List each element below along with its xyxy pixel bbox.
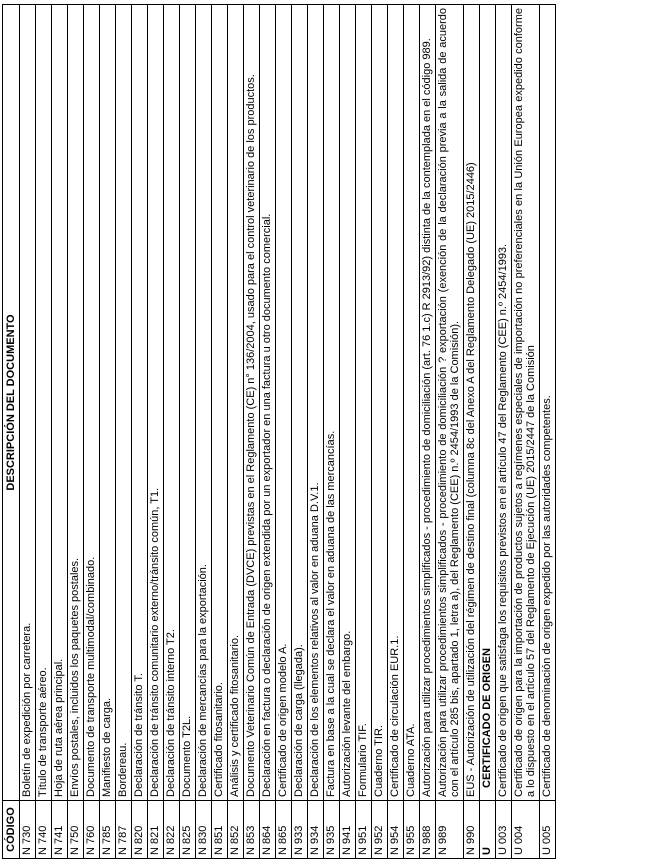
row-description: Declaración de tránsito interno T2.: [164, 5, 180, 801]
table-row: [84, 5, 100, 859]
table-row: [196, 5, 212, 859]
table-row: [180, 5, 196, 859]
row-description: Autorización levante del embargo.: [340, 5, 356, 801]
row-description: Manifiesto de carga.: [100, 5, 116, 801]
table-row: [276, 5, 292, 859]
row-code: N 741: [52, 801, 68, 859]
row-code: N 988: [420, 801, 436, 859]
row-code: N 941: [340, 801, 356, 859]
row-code: U: [480, 801, 496, 859]
table-row: [292, 5, 308, 859]
row-description: Certificado de circulación EUR.1.: [388, 5, 404, 801]
row-description: Declaración de tránsito comunitario externo/tránsito común, T1.: [148, 5, 164, 801]
table-row: [540, 5, 556, 859]
table-row: [244, 5, 260, 859]
row-description: Boletín de expedición por carretera.: [20, 5, 36, 801]
row-code: N 822: [164, 801, 180, 859]
table-row: [324, 5, 340, 859]
document-codes-table: [2, 4, 556, 859]
table-row: [404, 5, 420, 859]
row-description: Documento Veterinario Común de Entrada (DVCE) previstas en el Reglamento (CE) n° 136/2004, usado para el control veterinario de los productos.: [244, 5, 260, 801]
table-row: [496, 5, 512, 859]
row-code: N 760: [84, 801, 100, 859]
row-code: N 821: [148, 801, 164, 859]
row-code: N 740: [36, 801, 52, 859]
table-row: [420, 5, 436, 859]
section-row: [480, 5, 496, 859]
table-row: [20, 5, 36, 859]
row-description: Formulario TIF.: [356, 5, 372, 801]
row-description: Título de transporte aéreo.: [36, 5, 52, 801]
row-code: U 005: [540, 801, 556, 859]
table-row: [52, 5, 68, 859]
row-description: Documento de transporte multimodal/combinado.: [84, 5, 100, 801]
table-row: [308, 5, 324, 859]
table-row: [164, 5, 180, 859]
row-description: Declaración de los elementos relativos al valor en aduana D.V.1.: [308, 5, 324, 801]
row-description: Certificado de origen modelo A.: [276, 5, 292, 801]
row-description: Certificado de origen que satisfaga los requisitos previstos en el artículo 47 del Reglamento (CEE) n.º 2454/1993.: [496, 5, 512, 801]
row-description: CERTIFICADO DE ORIGEN: [480, 5, 496, 801]
table-body: [20, 5, 556, 859]
table-row: [132, 5, 148, 859]
row-code: N 952: [372, 801, 388, 859]
row-code: N 787: [116, 801, 132, 859]
table-row: [116, 5, 132, 859]
row-code: N 951: [356, 801, 372, 859]
row-description: Autorización para utilizar procedimientos simplificados - procedimiento de domiciliación ? exportación (exención de la declaración previa a la salida de acuerdo con el artículo 285 bis, apartado 1, letra a), del Reglamento (CEE) n.º 2454/1993 de la Comisión).: [436, 5, 464, 801]
row-description: Autorización para utilizar procedimientos simplificados - procedimiento de domiciliación (art. 76 1.c) R 2913/92) distinta de la contemplada en el código 989.: [420, 5, 436, 801]
row-code: N 785: [100, 801, 116, 859]
header-description: DESCRIPCIÓN DEL DOCUMENTO: [3, 5, 20, 801]
row-description: Certificado de origen para la importación de productos sujetos a regímenes especiales de importación no preferenciales en la Unión Europea expedido conforme a lo dispuesto en el artículo 57 del Reglamento de Ejecución (UE) 2015/2447 de la Comisión: [512, 5, 540, 801]
row-description: EUS - Autorización de utilización del régimen de destino final (columna 8c del Anexo A del Reglamento Delegado (UE) 2015/2446): [464, 5, 480, 801]
row-description: Declaración de mercancías para la exportación.: [196, 5, 212, 801]
row-code: N 730: [20, 801, 36, 859]
table-row: [36, 5, 52, 859]
row-description: Análisis y certificado fitosanitario.: [228, 5, 244, 801]
row-code: N 955: [404, 801, 420, 859]
row-description: Certificado fitosanitario.: [212, 5, 228, 801]
table-row: [372, 5, 388, 859]
table-row: [212, 5, 228, 859]
row-code: N 851: [212, 801, 228, 859]
table-row: [340, 5, 356, 859]
row-description: Bordereau.: [116, 5, 132, 801]
row-code: N 750: [68, 801, 84, 859]
table-row: [464, 5, 480, 859]
row-code: N 825: [180, 801, 196, 859]
row-description: Factura en base a la cual se declara el valor en aduana de las mercancías.: [324, 5, 340, 801]
row-code: N 989: [436, 801, 464, 859]
table-row: [388, 5, 404, 859]
row-description: Hoja de ruta aérea principal.: [52, 5, 68, 801]
row-description: Declaración de carga (llegada).: [292, 5, 308, 801]
row-code: N 830: [196, 801, 212, 859]
row-code: N 865: [276, 801, 292, 859]
row-code: N 935: [324, 801, 340, 859]
row-description: Envíos postales, incluidos los paquetes postales.: [68, 5, 84, 801]
row-description: Certificado de denominación de origen expedido por las autoridades competentes.: [540, 5, 556, 801]
table-row: [148, 5, 164, 859]
row-code: N 933: [292, 801, 308, 859]
row-code: N 853: [244, 801, 260, 859]
row-code: N 954: [388, 801, 404, 859]
table-header-row: [3, 5, 20, 859]
table-row: [260, 5, 276, 859]
table-row: [436, 5, 464, 859]
table-row: [68, 5, 84, 859]
row-code: N 934: [308, 801, 324, 859]
row-description: Declaración en factura o declaración de origen extendida por un exportador en una factura u otro documento comercial.: [260, 5, 276, 801]
row-code: N 990: [464, 801, 480, 859]
row-code: N 852: [228, 801, 244, 859]
row-description: Declaración de tránsito T.: [132, 5, 148, 801]
row-code: U 003: [496, 801, 512, 859]
row-description: Documento T2L.: [180, 5, 196, 801]
table-row: [512, 5, 540, 859]
row-description: Cuaderno TIR.: [372, 5, 388, 801]
row-code: N 864: [260, 801, 276, 859]
header-code: CÓDIGO: [3, 801, 20, 859]
table-row: [100, 5, 116, 859]
table-row: [356, 5, 372, 859]
row-code: N 820: [132, 801, 148, 859]
table-row: [228, 5, 244, 859]
row-description: Cuaderno ATA.: [404, 5, 420, 801]
row-code: U 004: [512, 801, 540, 859]
